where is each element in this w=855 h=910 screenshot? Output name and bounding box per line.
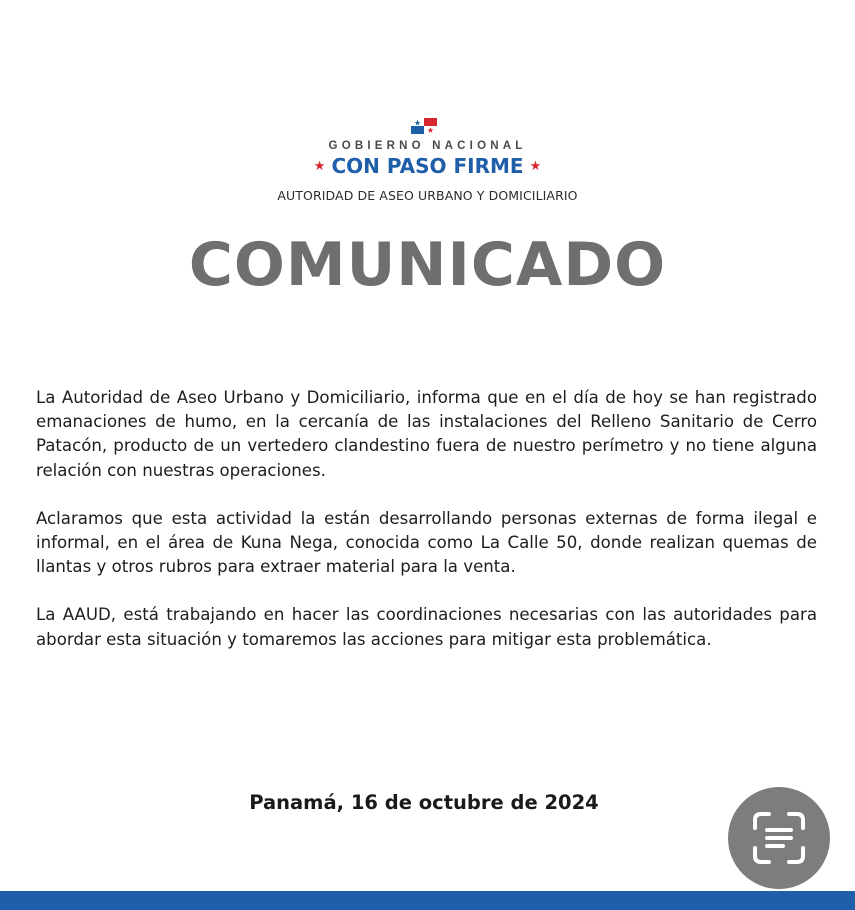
bottom-brand-bar — [0, 891, 855, 910]
communique-body — [36, 386, 817, 676]
panama-flag-icon — [411, 118, 437, 134]
government-line: GOBIERNO NACIONAL — [328, 140, 527, 152]
text-scan-button[interactable] — [728, 787, 830, 889]
agency-name: AUTORIDAD DE ASEO URBANO Y DOMICILIARIO — [277, 188, 578, 203]
slogan-text: CON PASO FIRME — [331, 154, 524, 178]
star-icon: ★ — [529, 159, 542, 174]
paragraph: La Autoridad de Aseo Urbano y Domiciliario, informa que en el día de hoy se han registrado emanaciones de humo, en la cercanía de las instalaciones del Relleno Sanitario de Cerro Patacón, producto de un vertedero clandestino fuera de nuestro perímetro y no tiene alguna relación con nuestras operaciones. — [36, 388, 817, 480]
text-scan-icon — [749, 808, 809, 868]
page-title: COMUNICADO — [188, 230, 667, 300]
paragraph: Aclaramos que esta actividad la están desarrollando personas externas de forma ilegal e informal, en el área de Kuna Nega, conocida como La Calle 50, donde realizan quemas de llantas y otros rubros para extraer material para la venta. — [36, 508, 817, 577]
slogan — [0, 154, 855, 178]
star-icon: ★ — [313, 159, 326, 174]
date-line: Panamá, 16 de octubre de 2024 — [249, 791, 599, 814]
paragraph: La AAUD, está trabajando en hacer las coordinaciones necesarias con las autoridades para abordar esta situación y tomaremos las acciones para mitigar esta problemática. — [36, 605, 817, 649]
